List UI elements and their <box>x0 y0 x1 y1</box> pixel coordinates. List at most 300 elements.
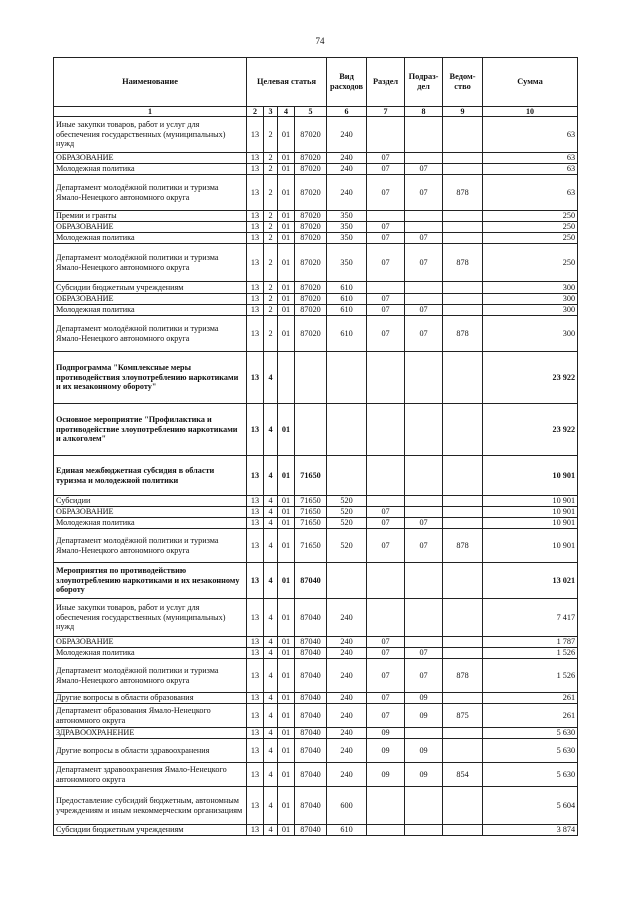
row-name-cell: Департамент молодёжной политики и туризма Ямало-Ненецкого автономного округа <box>54 316 247 352</box>
department-cell <box>443 153 483 164</box>
section-cell: 09 <box>367 728 405 739</box>
subsection-cell: 07 <box>405 648 443 659</box>
row-name-cell: Департамент молодёжной политики и туризма Ямало-Ненецкого автономного округа <box>54 244 247 282</box>
subsection-cell: 07 <box>405 316 443 352</box>
target-code-3-cell: 01 <box>278 117 295 153</box>
department-cell <box>443 352 483 404</box>
page-number: 74 <box>315 36 325 46</box>
row-name-cell: Основное мероприятие "Профилактика и противодействие злоупотреблению наркотиками и алкоголем" <box>54 404 247 456</box>
table-row <box>54 529 578 563</box>
section-cell: 07 <box>367 222 405 233</box>
target-code-1-cell: 13 <box>247 294 264 305</box>
target-code-1-cell: 13 <box>247 637 264 648</box>
target-code-2-cell: 4 <box>264 763 278 787</box>
table-row <box>54 637 578 648</box>
subsection-cell: 07 <box>405 244 443 282</box>
section-cell: 07 <box>367 704 405 728</box>
target-code-1-cell: 13 <box>247 164 264 175</box>
department-cell <box>443 211 483 222</box>
sum-cell: 261 <box>483 704 578 728</box>
row-name-cell: ОБРАЗОВАНИЕ <box>54 507 247 518</box>
section-cell: 07 <box>367 637 405 648</box>
section-cell <box>367 825 405 836</box>
table-row <box>54 659 578 693</box>
target-code-2-cell: 2 <box>264 211 278 222</box>
department-cell <box>443 456 483 496</box>
target-code-4-cell: 87040 <box>295 659 327 693</box>
subsection-cell: 07 <box>405 164 443 175</box>
target-code-1-cell: 13 <box>247 704 264 728</box>
target-code-1-cell: 13 <box>247 305 264 316</box>
sum-cell: 10 901 <box>483 456 578 496</box>
table-row <box>54 164 578 175</box>
expense-type-cell: 350 <box>327 222 367 233</box>
target-code-4-cell: 87020 <box>295 316 327 352</box>
target-code-4-cell: 87020 <box>295 244 327 282</box>
subsection-cell: 09 <box>405 704 443 728</box>
expense-type-cell: 600 <box>327 787 367 825</box>
subsection-cell <box>405 153 443 164</box>
section-cell <box>367 496 405 507</box>
table-row <box>54 305 578 316</box>
section-cell: 07 <box>367 175 405 211</box>
sum-cell: 63 <box>483 164 578 175</box>
table-row <box>54 316 578 352</box>
department-cell <box>443 825 483 836</box>
department-cell: 878 <box>443 529 483 563</box>
target-code-4-cell <box>295 352 327 404</box>
subsection-cell <box>405 787 443 825</box>
section-cell <box>367 211 405 222</box>
department-cell <box>443 282 483 294</box>
sum-cell: 250 <box>483 222 578 233</box>
expense-type-cell: 520 <box>327 496 367 507</box>
target-code-4-cell: 87020 <box>295 211 327 222</box>
target-code-1-cell: 13 <box>247 244 264 282</box>
target-code-3-cell: 01 <box>278 211 295 222</box>
table-row <box>54 787 578 825</box>
column-number: 8 <box>405 107 443 117</box>
section-cell: 07 <box>367 164 405 175</box>
sum-cell: 250 <box>483 211 578 222</box>
expense-type-cell: 240 <box>327 704 367 728</box>
target-code-4-cell: 71650 <box>295 518 327 529</box>
column-number: 5 <box>295 107 327 117</box>
department-cell <box>443 739 483 763</box>
sum-cell: 300 <box>483 294 578 305</box>
row-name-cell: Иные закупки товаров, работ и услуг для обеспечения государственных (муниципальных) нужд <box>54 599 247 637</box>
target-code-3-cell: 01 <box>278 518 295 529</box>
target-code-1-cell: 13 <box>247 117 264 153</box>
subsection-cell <box>405 599 443 637</box>
department-cell: 878 <box>443 659 483 693</box>
header-sum: Сумма <box>483 58 578 107</box>
target-code-2-cell: 4 <box>264 704 278 728</box>
subsection-cell <box>405 404 443 456</box>
table-row <box>54 211 578 222</box>
expense-type-cell: 240 <box>327 153 367 164</box>
target-code-1-cell: 13 <box>247 507 264 518</box>
table-row <box>54 233 578 244</box>
target-code-2-cell: 4 <box>264 404 278 456</box>
subsection-cell <box>405 637 443 648</box>
row-name-cell: ОБРАЗОВАНИЕ <box>54 153 247 164</box>
section-cell <box>367 404 405 456</box>
target-code-1-cell: 13 <box>247 518 264 529</box>
row-name-cell: Подпрограмма "Комплексные меры противодействия злоупотреблению наркотиками и их незаконному обороту" <box>54 352 247 404</box>
department-cell: 878 <box>443 175 483 211</box>
expense-type-cell: 240 <box>327 693 367 704</box>
sum-cell: 300 <box>483 316 578 352</box>
expense-type-cell: 240 <box>327 175 367 211</box>
target-code-2-cell: 4 <box>264 518 278 529</box>
target-code-1-cell: 13 <box>247 739 264 763</box>
department-cell <box>443 648 483 659</box>
department-cell: 878 <box>443 244 483 282</box>
row-name-cell: Предоставление субсидий бюджетным, автономным учреждениям и иным некоммерческим организациям <box>54 787 247 825</box>
table-row <box>54 117 578 153</box>
target-code-1-cell: 13 <box>247 352 264 404</box>
department-cell <box>443 164 483 175</box>
target-code-2-cell: 2 <box>264 305 278 316</box>
sum-cell: 10 901 <box>483 507 578 518</box>
header-row <box>54 58 578 107</box>
target-code-2-cell: 2 <box>264 282 278 294</box>
column-number: 7 <box>367 107 405 117</box>
expense-type-cell: 240 <box>327 164 367 175</box>
target-code-3-cell: 01 <box>278 507 295 518</box>
target-code-2-cell: 4 <box>264 456 278 496</box>
department-cell <box>443 117 483 153</box>
row-name-cell: Мероприятия по противодействию злоупотреблению наркотиками и их незаконному обороту <box>54 563 247 599</box>
header-department: Ведом-ство <box>443 58 483 107</box>
target-code-4-cell: 71650 <box>295 456 327 496</box>
subsection-cell: 09 <box>405 763 443 787</box>
sum-cell: 7 417 <box>483 599 578 637</box>
header-target-article: Целевая статья <box>247 58 327 107</box>
target-code-2-cell: 4 <box>264 659 278 693</box>
target-code-2-cell: 4 <box>264 637 278 648</box>
header-name: Наименование <box>54 58 247 107</box>
target-code-1-cell: 13 <box>247 825 264 836</box>
target-code-4-cell: 87020 <box>295 164 327 175</box>
row-name-cell: Другие вопросы в области образования <box>54 693 247 704</box>
row-name-cell: ЗДРАВООХРАНЕНИЕ <box>54 728 247 739</box>
table-row <box>54 763 578 787</box>
target-code-4-cell: 87020 <box>295 222 327 233</box>
row-name-cell: ОБРАЗОВАНИЕ <box>54 637 247 648</box>
target-code-1-cell: 13 <box>247 563 264 599</box>
target-code-4-cell: 87020 <box>295 153 327 164</box>
target-code-3-cell: 01 <box>278 496 295 507</box>
department-cell <box>443 496 483 507</box>
table-row <box>54 496 578 507</box>
subsection-cell: 07 <box>405 529 443 563</box>
sum-cell: 5 604 <box>483 787 578 825</box>
section-cell <box>367 282 405 294</box>
target-code-2-cell: 2 <box>264 233 278 244</box>
department-cell <box>443 787 483 825</box>
target-code-4-cell: 87040 <box>295 825 327 836</box>
section-cell: 09 <box>367 763 405 787</box>
row-name-cell: ОБРАЗОВАНИЕ <box>54 222 247 233</box>
table-row <box>54 404 578 456</box>
sum-cell: 5 630 <box>483 728 578 739</box>
table-row <box>54 704 578 728</box>
sum-cell: 1 526 <box>483 648 578 659</box>
row-name-cell: Субсидии <box>54 496 247 507</box>
target-code-4-cell: 71650 <box>295 529 327 563</box>
section-cell <box>367 599 405 637</box>
department-cell <box>443 563 483 599</box>
header-expense-type: Вид расходов <box>327 58 367 107</box>
header-section: Раздел <box>367 58 405 107</box>
expense-type-cell: 240 <box>327 599 367 637</box>
subsection-cell: 07 <box>405 175 443 211</box>
target-code-1-cell: 13 <box>247 233 264 244</box>
target-code-2-cell: 4 <box>264 496 278 507</box>
sum-cell: 1 787 <box>483 637 578 648</box>
column-number: 3 <box>264 107 278 117</box>
target-code-4-cell: 87040 <box>295 599 327 637</box>
subsection-cell <box>405 728 443 739</box>
section-cell <box>367 787 405 825</box>
table-row <box>54 599 578 637</box>
sum-cell: 261 <box>483 693 578 704</box>
department-cell <box>443 404 483 456</box>
section-cell: 09 <box>367 739 405 763</box>
table-row <box>54 825 578 836</box>
section-cell: 07 <box>367 316 405 352</box>
target-code-3-cell <box>278 352 295 404</box>
section-cell: 07 <box>367 233 405 244</box>
department-cell <box>443 233 483 244</box>
department-cell <box>443 637 483 648</box>
expense-type-cell: 350 <box>327 244 367 282</box>
target-code-2-cell: 2 <box>264 153 278 164</box>
section-cell: 07 <box>367 518 405 529</box>
subsection-cell: 07 <box>405 305 443 316</box>
expense-type-cell <box>327 352 367 404</box>
sum-cell: 3 874 <box>483 825 578 836</box>
target-code-1-cell: 13 <box>247 787 264 825</box>
column-number: 1 <box>54 107 247 117</box>
target-code-3-cell: 01 <box>278 404 295 456</box>
target-code-3-cell: 01 <box>278 316 295 352</box>
target-code-3-cell: 01 <box>278 244 295 282</box>
target-code-3-cell: 01 <box>278 704 295 728</box>
target-code-1-cell: 13 <box>247 222 264 233</box>
department-cell: 878 <box>443 316 483 352</box>
table-row <box>54 518 578 529</box>
sum-cell: 1 526 <box>483 659 578 693</box>
column-number: 9 <box>443 107 483 117</box>
target-code-4-cell: 87020 <box>295 233 327 244</box>
target-code-1-cell: 13 <box>247 693 264 704</box>
row-name-cell: Департамент здравоохранения Ямало-Ненецкого автономного округа <box>54 763 247 787</box>
row-name-cell: Департамент молодёжной политики и туризма Ямало-Ненецкого автономного округа <box>54 175 247 211</box>
target-code-1-cell: 13 <box>247 659 264 693</box>
table-row <box>54 222 578 233</box>
sum-cell: 13 021 <box>483 563 578 599</box>
sum-cell: 10 901 <box>483 529 578 563</box>
target-code-2-cell: 4 <box>264 648 278 659</box>
expense-type-cell: 520 <box>327 518 367 529</box>
target-code-2-cell: 4 <box>264 787 278 825</box>
sum-cell: 10 901 <box>483 518 578 529</box>
target-code-3-cell: 01 <box>278 659 295 693</box>
subsection-cell <box>405 222 443 233</box>
column-number: 4 <box>278 107 295 117</box>
table-row <box>54 648 578 659</box>
target-code-2-cell: 4 <box>264 739 278 763</box>
sum-cell: 63 <box>483 153 578 164</box>
target-code-3-cell: 01 <box>278 739 295 763</box>
target-code-3-cell: 01 <box>278 153 295 164</box>
department-cell <box>443 305 483 316</box>
subsection-cell <box>405 117 443 153</box>
section-cell: 07 <box>367 693 405 704</box>
expense-type-cell: 240 <box>327 659 367 693</box>
row-name-cell: Иные закупки товаров, работ и услуг для обеспечения государственных (муниципальных) нужд <box>54 117 247 153</box>
expense-type-cell: 240 <box>327 763 367 787</box>
sum-cell: 300 <box>483 282 578 294</box>
target-code-1-cell: 13 <box>247 211 264 222</box>
target-code-2-cell: 4 <box>264 825 278 836</box>
section-cell: 07 <box>367 507 405 518</box>
target-code-2-cell: 4 <box>264 563 278 599</box>
section-cell: 07 <box>367 244 405 282</box>
target-code-1-cell: 13 <box>247 599 264 637</box>
row-name-cell: Субсидии бюджетным учреждениям <box>54 282 247 294</box>
section-cell: 07 <box>367 294 405 305</box>
target-code-2-cell: 2 <box>264 164 278 175</box>
sum-cell: 23 922 <box>483 352 578 404</box>
target-code-2-cell: 2 <box>264 117 278 153</box>
target-code-4-cell: 87040 <box>295 728 327 739</box>
section-cell <box>367 117 405 153</box>
target-code-1-cell: 13 <box>247 763 264 787</box>
expense-type-cell: 610 <box>327 825 367 836</box>
target-code-3-cell: 01 <box>278 456 295 496</box>
column-number: 2 <box>247 107 264 117</box>
target-code-4-cell: 87040 <box>295 693 327 704</box>
subsection-cell: 09 <box>405 739 443 763</box>
subsection-cell <box>405 496 443 507</box>
table-row <box>54 175 578 211</box>
department-cell <box>443 222 483 233</box>
row-name-cell: Департамент образования Ямало-Ненецкого автономного округа <box>54 704 247 728</box>
section-cell: 07 <box>367 153 405 164</box>
subsection-cell <box>405 352 443 404</box>
target-code-2-cell: 4 <box>264 507 278 518</box>
subsection-cell <box>405 825 443 836</box>
table-row <box>54 456 578 496</box>
subsection-cell <box>405 211 443 222</box>
target-code-1-cell: 13 <box>247 648 264 659</box>
target-code-1-cell: 13 <box>247 529 264 563</box>
target-code-4-cell: 87040 <box>295 704 327 728</box>
department-cell <box>443 507 483 518</box>
target-code-4-cell: 87020 <box>295 294 327 305</box>
target-code-4-cell: 71650 <box>295 496 327 507</box>
expense-type-cell: 240 <box>327 648 367 659</box>
target-code-4-cell: 87040 <box>295 563 327 599</box>
expense-type-cell: 610 <box>327 282 367 294</box>
target-code-3-cell: 01 <box>278 529 295 563</box>
target-code-3-cell: 01 <box>278 282 295 294</box>
subsection-cell: 07 <box>405 233 443 244</box>
table-row <box>54 153 578 164</box>
expense-type-cell <box>327 456 367 496</box>
target-code-3-cell: 01 <box>278 648 295 659</box>
subsection-cell <box>405 456 443 496</box>
row-name-cell: Другие вопросы в области здравоохранения <box>54 739 247 763</box>
row-name-cell: Департамент молодёжной политики и туризма Ямало-Ненецкого автономного округа <box>54 659 247 693</box>
department-cell: 854 <box>443 763 483 787</box>
department-cell <box>443 518 483 529</box>
target-code-2-cell: 4 <box>264 529 278 563</box>
sum-cell: 63 <box>483 117 578 153</box>
target-code-4-cell: 87020 <box>295 117 327 153</box>
table-row <box>54 282 578 294</box>
table-row <box>54 352 578 404</box>
target-code-3-cell: 01 <box>278 728 295 739</box>
target-code-3-cell: 01 <box>278 787 295 825</box>
target-code-3-cell: 01 <box>278 637 295 648</box>
sum-cell: 300 <box>483 305 578 316</box>
row-name-cell: Субсидии бюджетным учреждениям <box>54 825 247 836</box>
sum-cell: 10 901 <box>483 496 578 507</box>
section-cell: 07 <box>367 305 405 316</box>
department-cell <box>443 599 483 637</box>
target-code-3-cell: 01 <box>278 175 295 211</box>
row-name-cell: ОБРАЗОВАНИЕ <box>54 294 247 305</box>
header-subsection: Подраз-дел <box>405 58 443 107</box>
row-name-cell: Молодежная политика <box>54 305 247 316</box>
table-row <box>54 739 578 763</box>
target-code-3-cell: 01 <box>278 294 295 305</box>
section-cell: 07 <box>367 529 405 563</box>
target-code-4-cell: 87020 <box>295 282 327 294</box>
target-code-1-cell: 13 <box>247 728 264 739</box>
table-row <box>54 244 578 282</box>
target-code-2-cell: 4 <box>264 693 278 704</box>
row-name-cell: Молодежная политика <box>54 233 247 244</box>
section-cell <box>367 352 405 404</box>
subsection-cell <box>405 563 443 599</box>
target-code-1-cell: 13 <box>247 282 264 294</box>
row-name-cell: Молодежная политика <box>54 164 247 175</box>
section-cell: 07 <box>367 659 405 693</box>
target-code-2-cell: 2 <box>264 316 278 352</box>
expense-type-cell: 520 <box>327 507 367 518</box>
expense-type-cell: 610 <box>327 316 367 352</box>
expense-type-cell: 350 <box>327 211 367 222</box>
department-cell <box>443 294 483 305</box>
expense-type-cell: 240 <box>327 117 367 153</box>
subsection-cell: 09 <box>405 693 443 704</box>
target-code-4-cell: 87040 <box>295 739 327 763</box>
target-code-1-cell: 13 <box>247 456 264 496</box>
target-code-3-cell: 01 <box>278 563 295 599</box>
budget-table <box>53 57 578 836</box>
target-code-1-cell: 13 <box>247 316 264 352</box>
target-code-4-cell: 87040 <box>295 787 327 825</box>
sum-cell: 63 <box>483 175 578 211</box>
target-code-1-cell: 13 <box>247 153 264 164</box>
target-code-2-cell: 4 <box>264 352 278 404</box>
